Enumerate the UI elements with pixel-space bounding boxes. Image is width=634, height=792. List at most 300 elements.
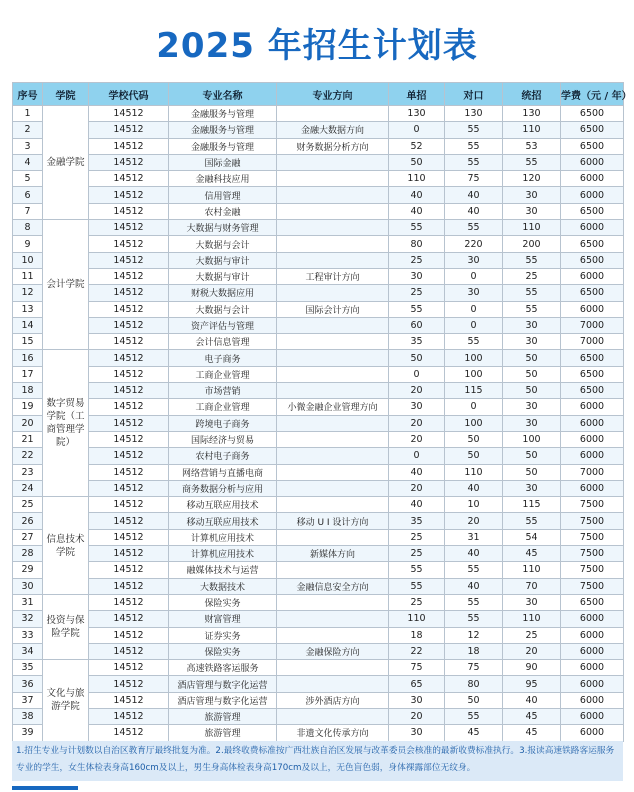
table-row xyxy=(13,317,624,333)
cell-major: 酒店管理与数字化运营 xyxy=(169,676,277,692)
cell-direction xyxy=(277,497,389,513)
cell-dz: 65 xyxy=(389,676,445,692)
cell-tz: 90 xyxy=(503,660,561,676)
cell-major: 国际经济与贸易 xyxy=(169,431,277,447)
cell-dz: 40 xyxy=(389,464,445,480)
cell-major: 工商企业管理 xyxy=(169,399,277,415)
cell-school-code: 14512 xyxy=(89,497,169,513)
cell-major: 金融服务与管理 xyxy=(169,106,277,122)
cell-direction xyxy=(277,594,389,610)
cell-direction xyxy=(277,611,389,627)
table-row xyxy=(13,480,624,496)
cell-tz: 50 xyxy=(503,366,561,382)
cell-school-code: 14512 xyxy=(89,562,169,578)
cell-school-code: 14512 xyxy=(89,399,169,415)
cell-fee: 6000 xyxy=(561,708,624,724)
table-row xyxy=(13,122,624,138)
cell-dz: 55 xyxy=(389,301,445,317)
cell-no: 37 xyxy=(13,692,43,708)
cell-no: 27 xyxy=(13,529,43,545)
cell-fee: 6500 xyxy=(561,236,624,252)
cell-major: 计算机应用技术 xyxy=(169,529,277,545)
cell-college: 文化与旅游学院 xyxy=(43,660,89,741)
table-row xyxy=(13,725,624,741)
cell-no: 4 xyxy=(13,154,43,170)
cell-college: 数字贸易学院（工商管理学院） xyxy=(43,350,89,497)
cell-dz: 35 xyxy=(389,334,445,350)
cell-dk: 0 xyxy=(445,301,503,317)
table-row xyxy=(13,660,624,676)
cell-direction xyxy=(277,708,389,724)
cell-direction: 金融信息安全方向 xyxy=(277,578,389,594)
table-row xyxy=(13,513,624,529)
cell-tz: 200 xyxy=(503,236,561,252)
cell-fee: 6000 xyxy=(561,611,624,627)
table-body xyxy=(13,106,624,742)
cell-direction: 小微金融企业管理方向 xyxy=(277,399,389,415)
cell-direction xyxy=(277,676,389,692)
cell-direction xyxy=(277,448,389,464)
cell-dz: 55 xyxy=(389,562,445,578)
cell-no: 10 xyxy=(13,252,43,268)
cell-school-code: 14512 xyxy=(89,448,169,464)
cell-dk: 100 xyxy=(445,415,503,431)
cell-school-code: 14512 xyxy=(89,480,169,496)
table-row xyxy=(13,106,624,122)
cell-major: 大数据与会计 xyxy=(169,301,277,317)
cell-tz: 40 xyxy=(503,692,561,708)
table-row xyxy=(13,448,624,464)
cell-major: 大数据技术 xyxy=(169,578,277,594)
cell-major: 金融科技应用 xyxy=(169,171,277,187)
cell-fee: 6000 xyxy=(561,627,624,643)
cell-tz: 50 xyxy=(503,383,561,399)
table-row xyxy=(13,334,624,350)
cell-dz: 130 xyxy=(389,106,445,122)
cell-dz: 25 xyxy=(389,546,445,562)
cell-dk: 55 xyxy=(445,594,503,610)
cell-college: 投资与保险学院 xyxy=(43,594,89,659)
table-row xyxy=(13,366,624,382)
cell-dz: 30 xyxy=(389,268,445,284)
cell-direction xyxy=(277,171,389,187)
table-row xyxy=(13,268,624,284)
cell-direction xyxy=(277,236,389,252)
cell-direction xyxy=(277,366,389,382)
cell-fee: 6000 xyxy=(561,268,624,284)
cell-dz: 22 xyxy=(389,643,445,659)
cell-tz: 50 xyxy=(503,464,561,480)
cell-direction: 移动 U I 设计方向 xyxy=(277,513,389,529)
cell-school-code: 14512 xyxy=(89,252,169,268)
cell-fee: 6000 xyxy=(561,301,624,317)
cell-school-code: 14512 xyxy=(89,546,169,562)
header-no: 序号 xyxy=(13,83,43,106)
cell-tz: 55 xyxy=(503,154,561,170)
cell-fee: 7500 xyxy=(561,578,624,594)
cell-dz: 110 xyxy=(389,171,445,187)
cell-tz: 110 xyxy=(503,220,561,236)
cell-school-code: 14512 xyxy=(89,122,169,138)
cell-school-code: 14512 xyxy=(89,220,169,236)
cell-tz: 110 xyxy=(503,611,561,627)
cell-dk: 50 xyxy=(445,431,503,447)
cell-tz: 54 xyxy=(503,529,561,545)
cell-major: 保险实务 xyxy=(169,643,277,659)
table-row xyxy=(13,415,624,431)
cell-tz: 50 xyxy=(503,448,561,464)
table-row xyxy=(13,529,624,545)
cell-direction: 工程审计方向 xyxy=(277,268,389,284)
cell-dk: 80 xyxy=(445,676,503,692)
cell-fee: 7500 xyxy=(561,497,624,513)
cell-major: 大数据与会计 xyxy=(169,236,277,252)
cell-fee: 7000 xyxy=(561,317,624,333)
cell-tz: 55 xyxy=(503,513,561,529)
cell-dz: 55 xyxy=(389,220,445,236)
cell-school-code: 14512 xyxy=(89,138,169,154)
cell-dz: 25 xyxy=(389,529,445,545)
cell-fee: 6500 xyxy=(561,366,624,382)
cell-no: 12 xyxy=(13,285,43,301)
cell-fee: 6500 xyxy=(561,383,624,399)
cell-no: 7 xyxy=(13,203,43,219)
cell-dk: 40 xyxy=(445,480,503,496)
cell-dk: 40 xyxy=(445,546,503,562)
cell-tz: 53 xyxy=(503,138,561,154)
cell-school-code: 14512 xyxy=(89,236,169,252)
cell-dk: 100 xyxy=(445,366,503,382)
table-row xyxy=(13,611,624,627)
cell-dz: 0 xyxy=(389,366,445,382)
cell-school-code: 14512 xyxy=(89,529,169,545)
cell-tz: 110 xyxy=(503,122,561,138)
cell-tz: 45 xyxy=(503,725,561,741)
cell-direction xyxy=(277,431,389,447)
cell-no: 14 xyxy=(13,317,43,333)
cell-dk: 130 xyxy=(445,106,503,122)
cell-school-code: 14512 xyxy=(89,301,169,317)
cell-fee: 6500 xyxy=(561,252,624,268)
cell-dz: 18 xyxy=(389,627,445,643)
header-college: 学院 xyxy=(43,83,89,106)
page-title: 2025 年招生计划表 xyxy=(156,26,478,66)
cell-major: 跨境电子商务 xyxy=(169,415,277,431)
cell-dk: 55 xyxy=(445,708,503,724)
cell-dk: 55 xyxy=(445,334,503,350)
cell-major: 会计信息管理 xyxy=(169,334,277,350)
table-row xyxy=(13,708,624,724)
cell-fee: 6000 xyxy=(561,676,624,692)
cell-school-code: 14512 xyxy=(89,285,169,301)
enrollment-plan-table xyxy=(12,82,632,742)
cell-school-code: 14512 xyxy=(89,366,169,382)
cell-dz: 52 xyxy=(389,138,445,154)
cell-direction xyxy=(277,317,389,333)
cell-major: 酒店管理与数字化运营 xyxy=(169,692,277,708)
cell-dz: 50 xyxy=(389,154,445,170)
cell-no: 13 xyxy=(13,301,43,317)
cell-tz: 30 xyxy=(503,203,561,219)
table-row xyxy=(13,594,624,610)
cell-major: 融媒体技术与运营 xyxy=(169,562,277,578)
cell-tz: 30 xyxy=(503,594,561,610)
table-row xyxy=(13,203,624,219)
cell-tz: 45 xyxy=(503,708,561,724)
cell-dz: 20 xyxy=(389,383,445,399)
cell-major: 保险实务 xyxy=(169,594,277,610)
header-tz: 统招 xyxy=(503,83,561,106)
cell-school-code: 14512 xyxy=(89,660,169,676)
header-direction: 专业方向 xyxy=(277,83,389,106)
table-row xyxy=(13,236,624,252)
cell-major: 高速铁路客运服务 xyxy=(169,660,277,676)
table-row xyxy=(13,187,624,203)
cell-no: 9 xyxy=(13,236,43,252)
table-row xyxy=(13,692,624,708)
cell-major: 财税大数据应用 xyxy=(169,285,277,301)
cell-major: 农村金融 xyxy=(169,203,277,219)
cell-school-code: 14512 xyxy=(89,268,169,284)
cell-dk: 40 xyxy=(445,578,503,594)
cell-school-code: 14512 xyxy=(89,171,169,187)
cell-school-code: 14512 xyxy=(89,594,169,610)
cell-tz: 115 xyxy=(503,497,561,513)
cell-fee: 6000 xyxy=(561,399,624,415)
cell-fee: 6500 xyxy=(561,122,624,138)
table-row xyxy=(13,562,624,578)
cell-dz: 40 xyxy=(389,203,445,219)
cell-major: 旅游管理 xyxy=(169,708,277,724)
cell-fee: 6000 xyxy=(561,660,624,676)
cell-dk: 75 xyxy=(445,660,503,676)
table-row xyxy=(13,350,624,366)
cell-school-code: 14512 xyxy=(89,464,169,480)
header-major: 专业名称 xyxy=(169,83,277,106)
header-dz: 单招 xyxy=(389,83,445,106)
cell-tz: 30 xyxy=(503,415,561,431)
cell-fee: 6000 xyxy=(561,448,624,464)
cell-direction xyxy=(277,252,389,268)
cell-fee: 6500 xyxy=(561,106,624,122)
cell-dk: 55 xyxy=(445,562,503,578)
cell-fee: 7000 xyxy=(561,464,624,480)
cell-dk: 55 xyxy=(445,220,503,236)
cell-major: 电子商务 xyxy=(169,350,277,366)
cell-direction xyxy=(277,350,389,366)
cell-dz: 20 xyxy=(389,415,445,431)
cell-fee: 6000 xyxy=(561,171,624,187)
cell-no: 2 xyxy=(13,122,43,138)
cell-dz: 30 xyxy=(389,399,445,415)
cell-dk: 40 xyxy=(445,187,503,203)
cell-no: 18 xyxy=(13,383,43,399)
cell-fee: 6500 xyxy=(561,138,624,154)
cell-dz: 60 xyxy=(389,317,445,333)
cell-fee: 6500 xyxy=(561,350,624,366)
cell-tz: 100 xyxy=(503,431,561,447)
cell-dk: 115 xyxy=(445,383,503,399)
cell-no: 36 xyxy=(13,676,43,692)
cell-direction xyxy=(277,415,389,431)
cell-major: 国际金融 xyxy=(169,154,277,170)
cell-direction xyxy=(277,627,389,643)
cell-dz: 40 xyxy=(389,497,445,513)
table-row xyxy=(13,301,624,317)
table-row xyxy=(13,497,624,513)
cell-tz: 30 xyxy=(503,480,561,496)
cell-dk: 100 xyxy=(445,350,503,366)
table-row xyxy=(13,399,624,415)
cell-no: 22 xyxy=(13,448,43,464)
cell-dk: 55 xyxy=(445,611,503,627)
cell-school-code: 14512 xyxy=(89,415,169,431)
cell-tz: 30 xyxy=(503,399,561,415)
cell-school-code: 14512 xyxy=(89,334,169,350)
cell-direction: 财务数据分析方向 xyxy=(277,138,389,154)
cell-dk: 30 xyxy=(445,285,503,301)
cell-direction xyxy=(277,660,389,676)
cell-major: 财富管理 xyxy=(169,611,277,627)
cell-tz: 30 xyxy=(503,334,561,350)
cell-no: 1 xyxy=(13,106,43,122)
cell-no: 21 xyxy=(13,431,43,447)
cell-fee: 7000 xyxy=(561,334,624,350)
table-row xyxy=(13,285,624,301)
cell-dz: 75 xyxy=(389,660,445,676)
cell-fee: 7500 xyxy=(561,513,624,529)
cell-college: 会计学院 xyxy=(43,220,89,350)
cell-major: 大数据与财务管理 xyxy=(169,220,277,236)
cell-dk: 10 xyxy=(445,497,503,513)
table-row xyxy=(13,676,624,692)
table-row xyxy=(13,464,624,480)
cell-dz: 40 xyxy=(389,187,445,203)
cell-no: 29 xyxy=(13,562,43,578)
cell-dk: 75 xyxy=(445,171,503,187)
cell-tz: 95 xyxy=(503,676,561,692)
table-row xyxy=(13,171,624,187)
cell-dk: 55 xyxy=(445,122,503,138)
cell-no: 30 xyxy=(13,578,43,594)
cell-dk: 40 xyxy=(445,203,503,219)
cell-dk: 55 xyxy=(445,138,503,154)
cell-no: 15 xyxy=(13,334,43,350)
cell-dk: 12 xyxy=(445,627,503,643)
cell-tz: 25 xyxy=(503,268,561,284)
cell-major: 大数据与审计 xyxy=(169,252,277,268)
header-fee: 学费（元 / 年） xyxy=(561,83,624,106)
cell-direction: 金融保险方向 xyxy=(277,643,389,659)
cell-dz: 35 xyxy=(389,513,445,529)
cell-tz: 70 xyxy=(503,578,561,594)
cell-direction xyxy=(277,562,389,578)
cell-fee: 7500 xyxy=(561,546,624,562)
cell-tz: 120 xyxy=(503,171,561,187)
cell-tz: 20 xyxy=(503,643,561,659)
table-row xyxy=(13,546,624,562)
cell-no: 26 xyxy=(13,513,43,529)
cell-direction: 涉外酒店方向 xyxy=(277,692,389,708)
cell-dz: 20 xyxy=(389,708,445,724)
cell-dz: 20 xyxy=(389,480,445,496)
cell-no: 31 xyxy=(13,594,43,610)
cell-dz: 55 xyxy=(389,578,445,594)
cell-dk: 0 xyxy=(445,399,503,415)
cell-school-code: 14512 xyxy=(89,187,169,203)
cell-fee: 6000 xyxy=(561,692,624,708)
cell-no: 25 xyxy=(13,497,43,513)
cell-no: 28 xyxy=(13,546,43,562)
cell-tz: 110 xyxy=(503,562,561,578)
cell-dk: 55 xyxy=(445,154,503,170)
cell-tz: 30 xyxy=(503,317,561,333)
table-row xyxy=(13,154,624,170)
cell-no: 32 xyxy=(13,611,43,627)
cell-major: 市场营销 xyxy=(169,383,277,399)
cell-direction: 金融大数据方向 xyxy=(277,122,389,138)
cell-dz: 110 xyxy=(389,611,445,627)
cell-dz: 50 xyxy=(389,350,445,366)
cell-school-code: 14512 xyxy=(89,725,169,741)
cell-no: 17 xyxy=(13,366,43,382)
cell-direction xyxy=(277,154,389,170)
cell-dk: 31 xyxy=(445,529,503,545)
cell-dz: 30 xyxy=(389,725,445,741)
table-row xyxy=(13,252,624,268)
cell-dk: 50 xyxy=(445,692,503,708)
cell-no: 8 xyxy=(13,220,43,236)
cell-direction xyxy=(277,334,389,350)
cell-fee: 7500 xyxy=(561,562,624,578)
cell-school-code: 14512 xyxy=(89,627,169,643)
cell-fee: 6000 xyxy=(561,154,624,170)
cell-direction xyxy=(277,480,389,496)
cell-major: 移动互联应用技术 xyxy=(169,513,277,529)
cell-no: 5 xyxy=(13,171,43,187)
cell-school-code: 14512 xyxy=(89,317,169,333)
cell-tz: 130 xyxy=(503,106,561,122)
cell-dz: 30 xyxy=(389,692,445,708)
cell-dz: 0 xyxy=(389,448,445,464)
cell-fee: 6000 xyxy=(561,220,624,236)
cell-college: 信息技术学院 xyxy=(43,497,89,595)
cell-major: 金融服务与管理 xyxy=(169,122,277,138)
cell-direction: 非遗文化传承方向 xyxy=(277,725,389,741)
cell-tz: 55 xyxy=(503,301,561,317)
cell-fee: 6000 xyxy=(561,415,624,431)
cell-fee: 6500 xyxy=(561,203,624,219)
cell-major: 信用管理 xyxy=(169,187,277,203)
table-header-row xyxy=(13,83,624,106)
cell-school-code: 14512 xyxy=(89,643,169,659)
cell-dk: 50 xyxy=(445,448,503,464)
cell-no: 24 xyxy=(13,480,43,496)
cell-direction xyxy=(277,529,389,545)
cell-major: 资产评估与管理 xyxy=(169,317,277,333)
table-row xyxy=(13,431,624,447)
cell-tz: 55 xyxy=(503,252,561,268)
cell-direction xyxy=(277,220,389,236)
cell-tz: 45 xyxy=(503,546,561,562)
cell-dz: 0 xyxy=(389,122,445,138)
cell-direction xyxy=(277,285,389,301)
cell-major: 证券实务 xyxy=(169,627,277,643)
cell-direction: 新媒体方向 xyxy=(277,546,389,562)
cell-dk: 0 xyxy=(445,268,503,284)
cell-no: 33 xyxy=(13,627,43,643)
cell-tz: 25 xyxy=(503,627,561,643)
